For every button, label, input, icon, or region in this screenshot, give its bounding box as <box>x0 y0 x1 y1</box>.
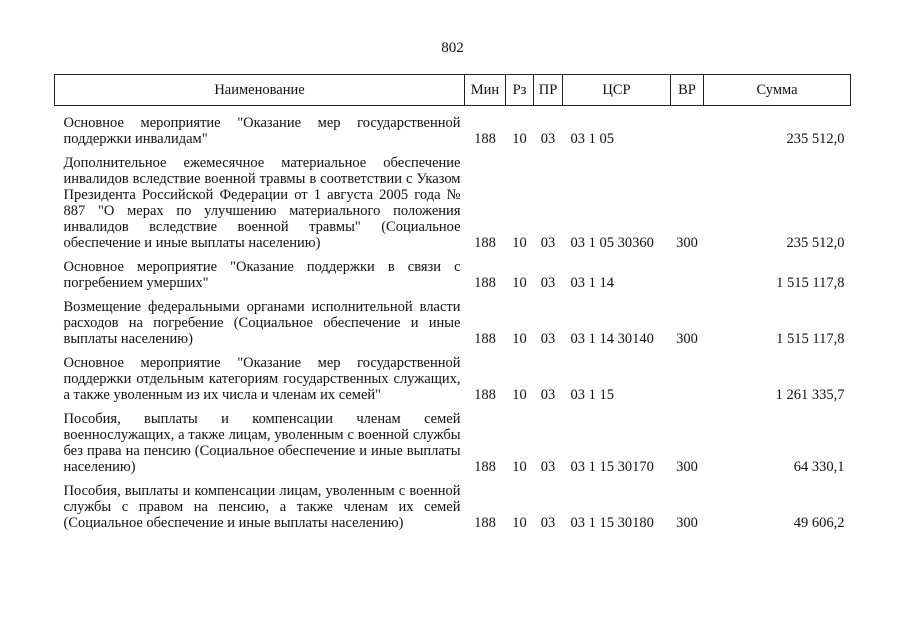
row-vr: 300 <box>676 235 698 251</box>
row-pr: 03 <box>540 515 556 531</box>
header-sum: Сумма <box>704 75 851 106</box>
row-pr: 03 <box>540 331 556 347</box>
row-rz: 10 <box>512 131 527 147</box>
row-sum: 1 261 335,7 <box>775 387 845 403</box>
row-name-text: Основное мероприятие "Оказание мер государственной поддержки отдельным категориям государственных служащих, а также уволенным из их числа и членам их семей" <box>63 355 461 403</box>
row-name <box>55 404 465 476</box>
row-csr: 03 1 14 <box>570 275 614 291</box>
table-row <box>55 292 851 348</box>
row-csr: 03 1 05 30360 <box>570 235 654 251</box>
row-sum: 235 512,0 <box>786 235 845 251</box>
budget-table <box>54 74 851 532</box>
row-pr: 03 <box>540 459 556 475</box>
row-min: 188 <box>474 515 496 531</box>
row-min: 188 <box>474 459 496 475</box>
table-row <box>55 148 851 252</box>
row-pr: 03 <box>540 131 556 147</box>
row-vr <box>671 348 704 404</box>
row-rz: 10 <box>512 275 527 291</box>
table-row <box>55 252 851 292</box>
row-rz: 10 <box>512 331 527 347</box>
page-number: 802 <box>441 40 464 56</box>
row-name-text: Основное мероприятие "Оказание мер государственной поддержки инвалидам" <box>63 115 461 147</box>
row-csr: 03 1 14 30140 <box>570 331 654 347</box>
header-name: Наименование <box>55 75 465 106</box>
row-sum: 235 512,0 <box>786 131 845 147</box>
row-name <box>55 148 465 252</box>
row-name-text: Основное мероприятие "Оказание поддержки в связи с погребением умерших" <box>63 259 461 291</box>
row-min: 188 <box>474 131 496 147</box>
table-header-row <box>55 75 851 106</box>
row-name-text: Возмещение федеральными органами исполнительной власти расходов на погребение (Социальное обеспечение и иные выплаты населению) <box>63 299 461 347</box>
row-min: 188 <box>474 331 496 347</box>
row-name <box>55 292 465 348</box>
row-name-text: Пособия, выплаты и компенсации членам семей военнослужащих, а также лицам, уволенным с военной службы без права на пенсию (Социальное обеспечение и иные выплаты населению) <box>63 411 461 475</box>
header-csr: ЦСР <box>563 75 671 106</box>
row-name-text: Пособия, выплаты и компенсации лицам, уволенным с военной службы с правом на пенсию, а также членам их семей (Социальное обеспечение и иные выплаты населению) <box>63 483 461 531</box>
row-vr: 300 <box>676 515 698 531</box>
header-pr: ПР <box>534 75 563 106</box>
header-rz: Рз <box>506 75 534 106</box>
row-pr: 03 <box>540 275 556 291</box>
row-rz: 10 <box>512 235 527 251</box>
row-name <box>55 252 465 292</box>
row-sum: 1 515 117,8 <box>776 275 845 291</box>
row-rz: 10 <box>512 459 527 475</box>
row-sum: 64 330,1 <box>793 459 845 475</box>
row-sum: 49 606,2 <box>793 515 845 531</box>
row-csr: 03 1 05 <box>570 131 614 147</box>
row-name <box>55 348 465 404</box>
row-vr: 300 <box>676 331 698 347</box>
row-vr: 300 <box>676 459 698 475</box>
row-csr: 03 1 15 30170 <box>570 459 654 475</box>
row-min: 188 <box>474 275 496 291</box>
row-min: 188 <box>474 387 496 403</box>
row-sum: 1 515 117,8 <box>776 331 845 347</box>
row-rz: 10 <box>512 515 527 531</box>
row-name <box>55 106 465 149</box>
table-row <box>55 348 851 404</box>
row-pr: 03 <box>540 235 556 251</box>
row-name-text: Дополнительное ежемесячное материальное обеспечение инвалидов вследствие военной травмы в соответствии с Указом Президента Российской Федерации от 1 августа 2005 года № 887 "О мерах по улучшению материального положения инвалидов вследствие военной травмы" (Социальное обеспечение и иные выплаты населению) <box>63 155 461 251</box>
row-name <box>55 476 465 532</box>
row-csr: 03 1 15 <box>570 387 614 403</box>
row-min: 188 <box>474 235 496 251</box>
table-row <box>55 404 851 476</box>
header-vr: ВР <box>671 75 704 106</box>
table-row <box>55 106 851 149</box>
header-min: Мин <box>465 75 506 106</box>
row-pr: 03 <box>540 387 556 403</box>
row-csr: 03 1 15 30180 <box>570 515 654 531</box>
row-vr <box>671 252 704 292</box>
row-rz: 10 <box>512 387 527 403</box>
row-vr <box>671 106 704 149</box>
table-row <box>55 476 851 532</box>
